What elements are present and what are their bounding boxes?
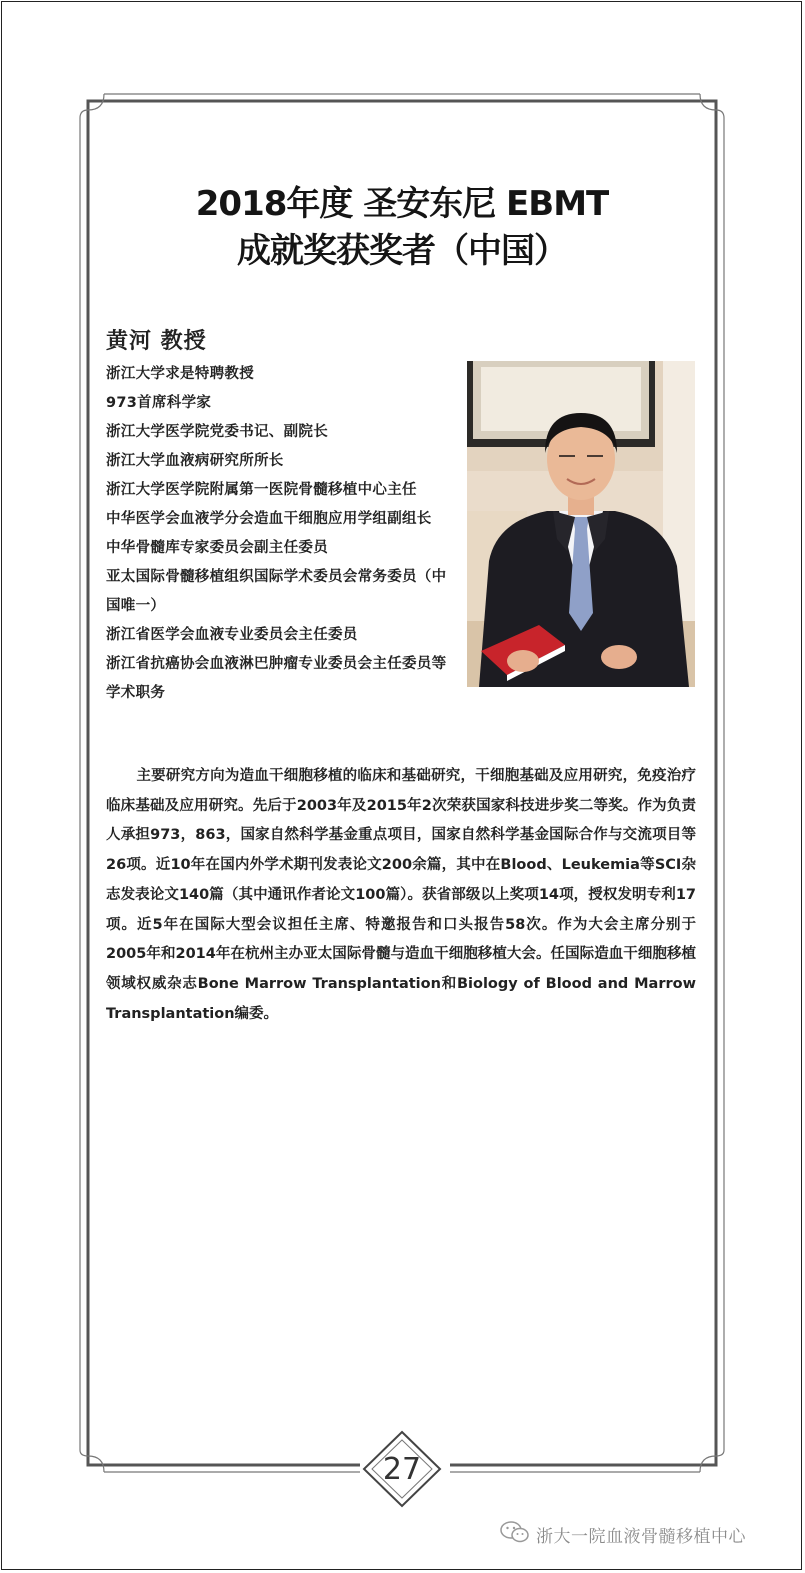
recipient-name: 黄河 教授 [106, 329, 207, 354]
role-item: 浙江大学医学院附属第一医院骨髓移植中心主任 [106, 482, 417, 498]
award-title-line1: 2018年度 圣安东尼 EBMT [195, 184, 609, 224]
page-number: 27 [382, 1452, 422, 1487]
role-item: 973首席科学家 [106, 395, 212, 411]
role-item: 中华医学会血液学分会造血干细胞应用学组副组长 [106, 511, 432, 527]
wechat-icon [500, 1520, 530, 1549]
roles-list [106, 360, 456, 708]
role-item: 中华骨髓库专家委员会副主任委员 [106, 540, 328, 556]
role-item: 浙江省医学会血液专业委员会主任委员 [106, 627, 358, 643]
role-item: 亚太国际骨髓移植组织国际学术委员会常务委员（中国唯一） [106, 569, 447, 614]
portrait-illustration [467, 361, 695, 687]
role-item: 浙江大学血液病研究所所长 [106, 453, 284, 469]
biography-paragraph: 主要研究方向为造血干细胞移植的临床和基础研究，干细胞基础及应用研究，免疫治疗临床基础及应用研究。先后于2003年及2015年2次荣获国家科技进步奖二等奖。作为负责人承担973，863，国家自然科学基金重点项目，国家自然科学基金国际合作与交流项目等26项。近10年在国内外学术期刊发表论文200余篇，其中在Blood、Leukemia等SCI杂志发表论文140篇（其中通讯作者论文100篇）。获省部级以上奖项14项，授权发明专利17项。近5年在国际大型会议担任主席、特邀报告和口头报告58次。作为大会主席分别于2005年和2014年在杭州主办亚太国际骨髓与造血干细胞移植大会。任国际造血干细胞移植领域权威杂志Bone Marrow Transplantation和Biology of Blood and Marrow Transplantation编委。 [106, 768, 696, 1022]
award-title-line2: 成就奖获奖者（中国） [237, 231, 567, 271]
portrait-photo [467, 361, 695, 687]
role-item: 浙江大学医学院党委书记、副院长 [106, 424, 328, 440]
watermark-text: 浙大一院血液骨髓移植中心 [536, 1526, 746, 1547]
wechat-watermark [500, 1518, 746, 1550]
role-item: 浙江大学求是特聘教授 [106, 366, 254, 382]
role-item: 浙江省抗癌协会血液淋巴肿瘤专业委员会主任委员等学术职务 [106, 656, 447, 701]
